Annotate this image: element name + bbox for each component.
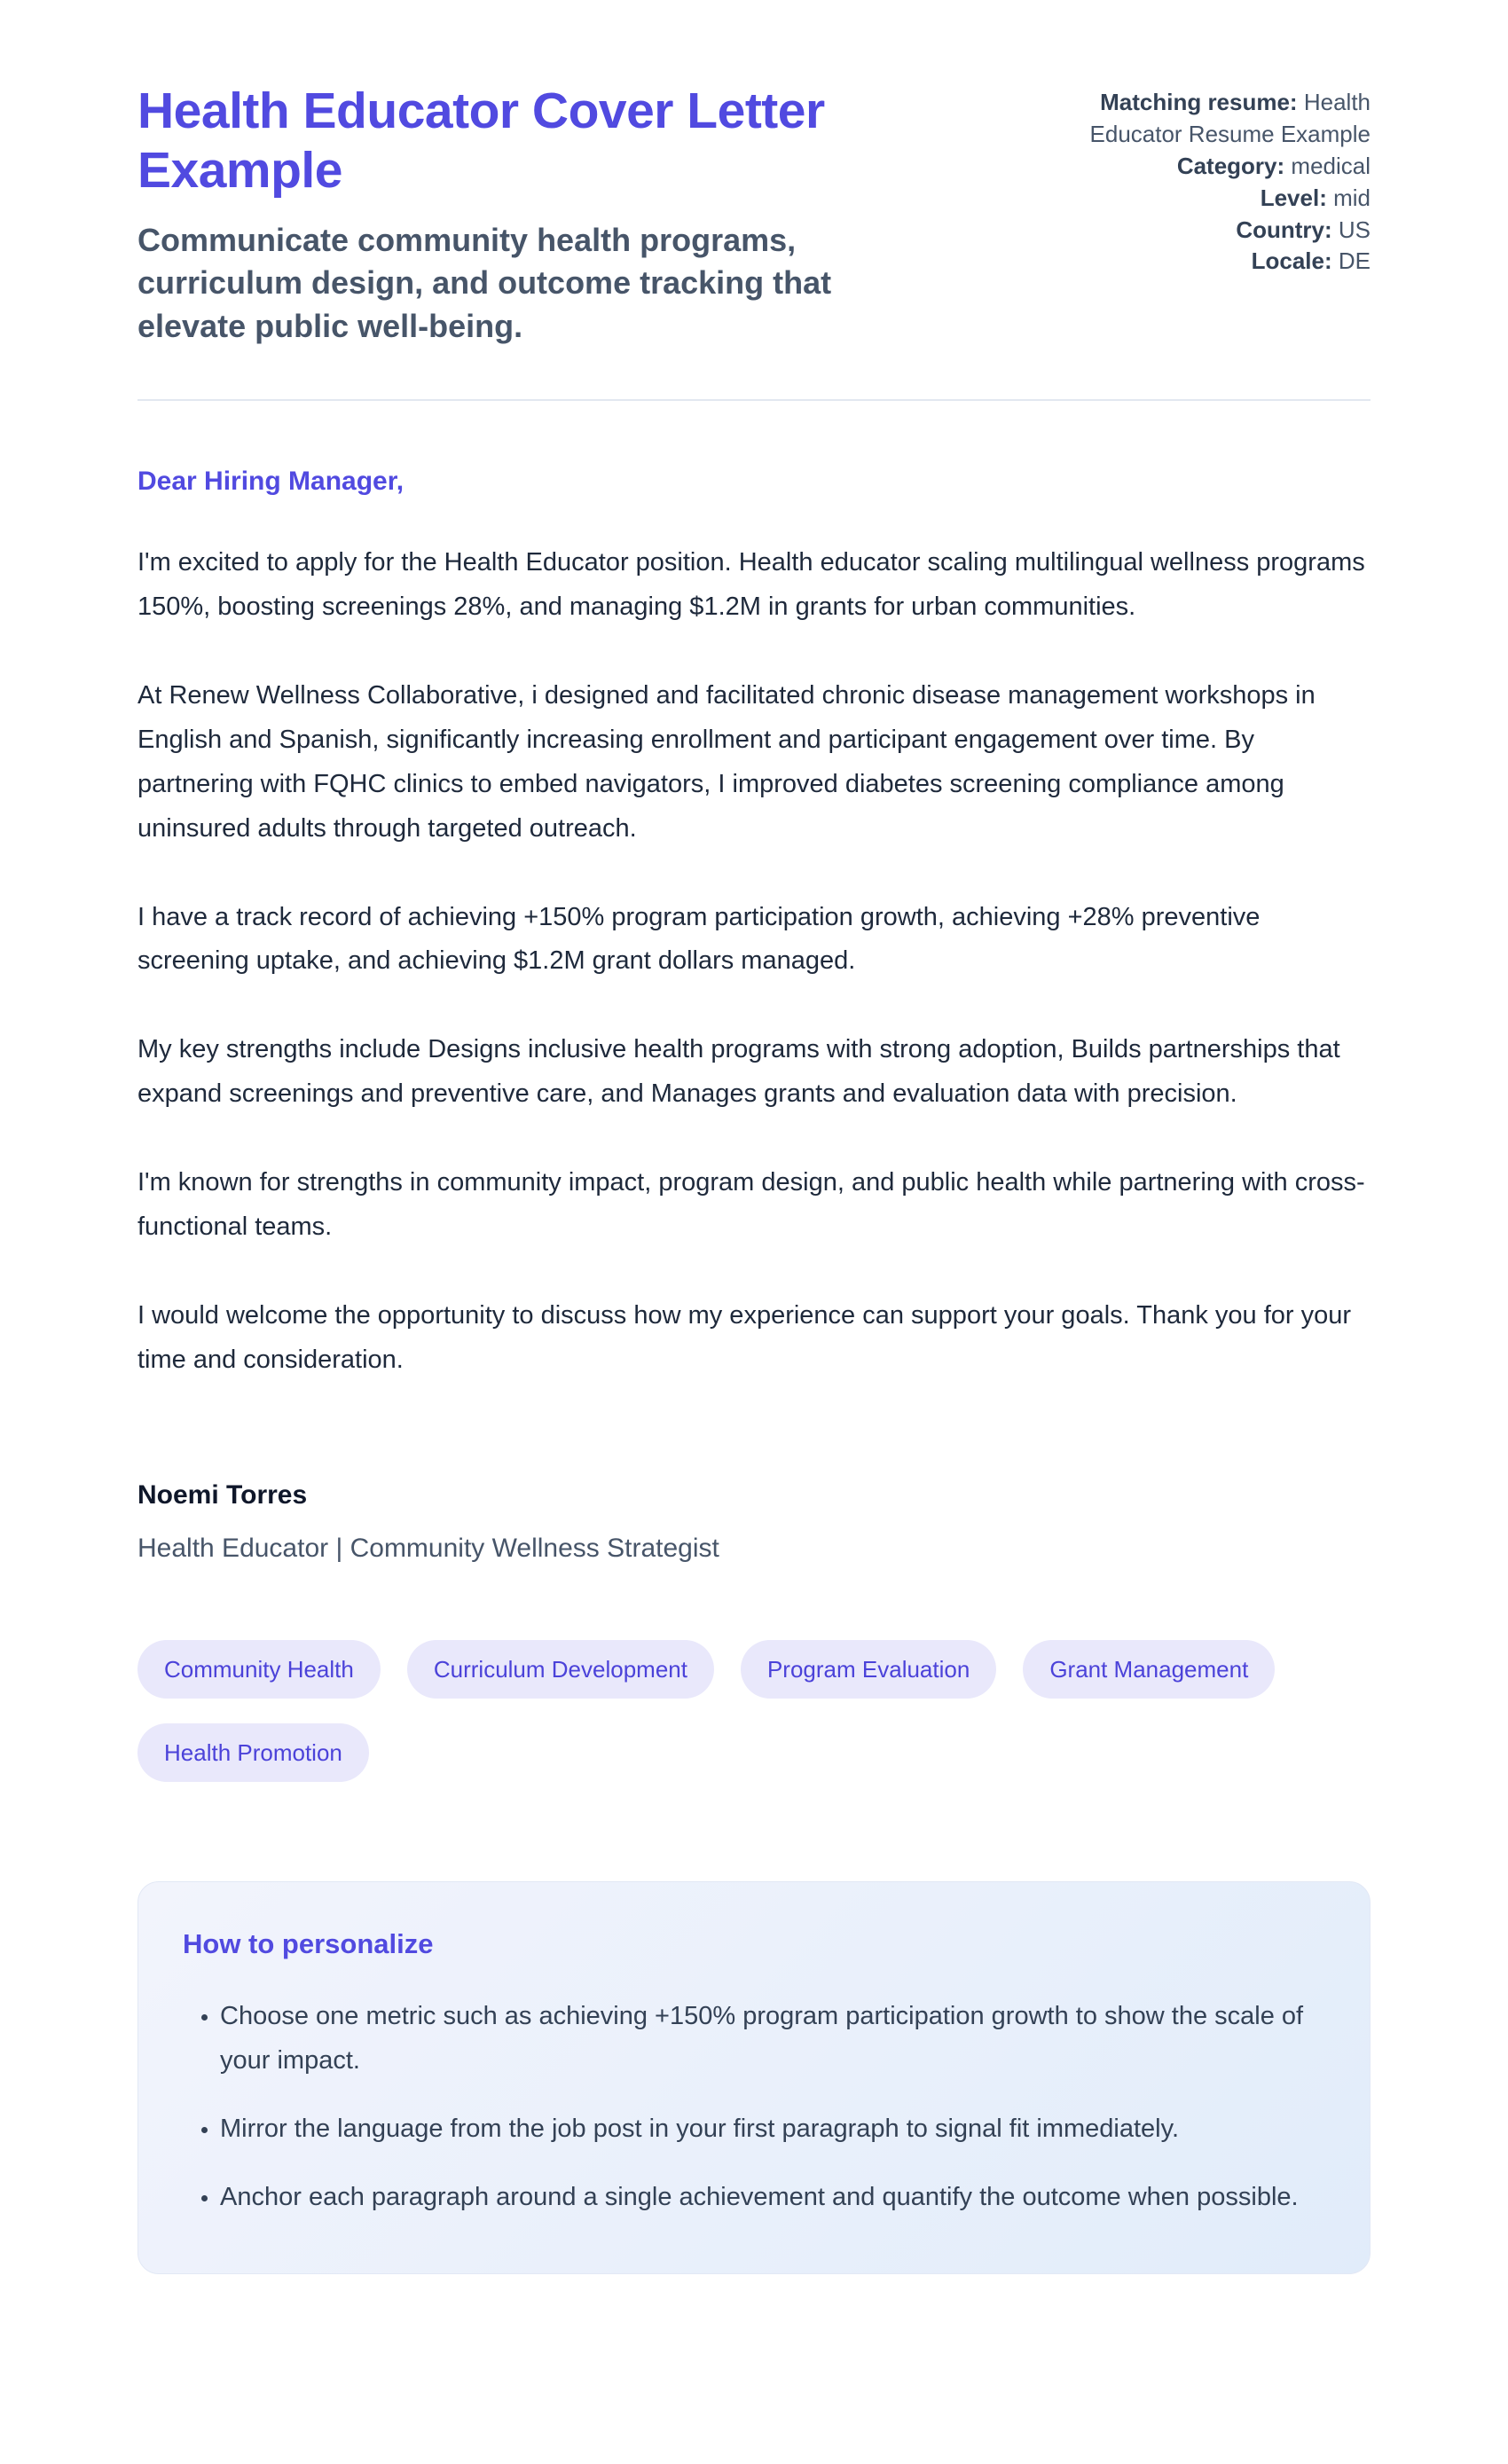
level-value: mid — [1333, 184, 1371, 211]
category-value: medical — [1291, 152, 1371, 179]
letter-paragraph: At Renew Wellness Collaborative, i designed and facilitated chronic disease management workshops in English and Spanish, significantly increasing enrollment and participant engagement over time. By partnering with FQHC clinics to embed navigators, I improved diabetes screening compliance among uninsured adults through targeted outreach. — [137, 681, 1316, 843]
callout-tip: • Mirror the language from the job post in your first paragraph to signal fit immediately. — [220, 2107, 1325, 2152]
skill-tags — [137, 1640, 1371, 1782]
page-subtitle: Communicate community health programs, curriculum design, and outcome tracking that elevate public well-being. — [137, 221, 832, 344]
locale-value: DE — [1338, 247, 1371, 275]
resume-meta-block — [1078, 82, 1371, 278]
header-divider — [137, 399, 1371, 401]
page-header — [137, 82, 1371, 348]
signature-name: Noemi Torres — [137, 1479, 308, 1510]
country-value: US — [1338, 216, 1371, 243]
signature-role: Health Educator | Community Wellness Strategist — [137, 1533, 719, 1563]
matching-resume-value: Health Educator Resume Example — [1089, 89, 1371, 147]
letter-paragraph: I would welcome the opportunity to discuss how my experience can support your goals. Thank you for your time and consideration. — [137, 1300, 1352, 1374]
callout-heading: How to personalize — [183, 1927, 434, 1959]
page-title: Health Educator Cover Letter Example — [137, 82, 825, 200]
letter-greeting: Dear Hiring Manager, — [137, 467, 404, 497]
callout-tip: • Choose one metric such as achieving +150% program participation growth to show the scale of your impact. — [220, 1994, 1325, 2084]
locale-label: Locale: — [1251, 247, 1332, 275]
tag-grant-management[interactable]: Grant Management — [1023, 1640, 1275, 1699]
tag-program-evaluation[interactable]: Program Evaluation — [741, 1640, 996, 1699]
letter-paragraph: I'm known for strengths in community impact, program design, and public health while partnering with cross-functional teams. — [137, 1168, 1365, 1241]
category-label: Category: — [1176, 152, 1285, 179]
letter-paragraph: I'm excited to apply for the Health Educator position. Health educator scaling multilingual wellness programs 150%, boosting screenings 28%, and managing $1.2M in grants for urban communities. — [137, 548, 1365, 622]
letter-paragraph: My key strengths include Designs inclusive health programs with strong adoption, Builds partnerships that expand screenings and preventive care, and Manages grants and evaluation data with precision. — [137, 1035, 1340, 1109]
how-to-personalize-callout — [137, 1881, 1371, 2274]
letter-paragraph: I have a track record of achieving +150% program participation growth, achieving +28% preventive screening uptake, and achieving $1.2M grant dollars managed. — [137, 902, 1261, 976]
callout-tip-list — [183, 1994, 1325, 2220]
tag-health-promotion[interactable]: Health Promotion — [137, 1723, 369, 1782]
callout-tip: • Anchor each paragraph around a single achievement and quantify the outcome when possible. — [220, 2175, 1325, 2220]
country-label: Country: — [1236, 216, 1332, 243]
level-label: Level: — [1260, 184, 1327, 211]
tag-community-health[interactable]: Community Health — [137, 1640, 381, 1699]
title-block — [137, 82, 1042, 348]
matching-resume-label: Matching resume: — [1100, 89, 1298, 115]
letter-body — [137, 467, 1371, 1563]
tag-curriculum-development[interactable]: Curriculum Development — [407, 1640, 714, 1699]
